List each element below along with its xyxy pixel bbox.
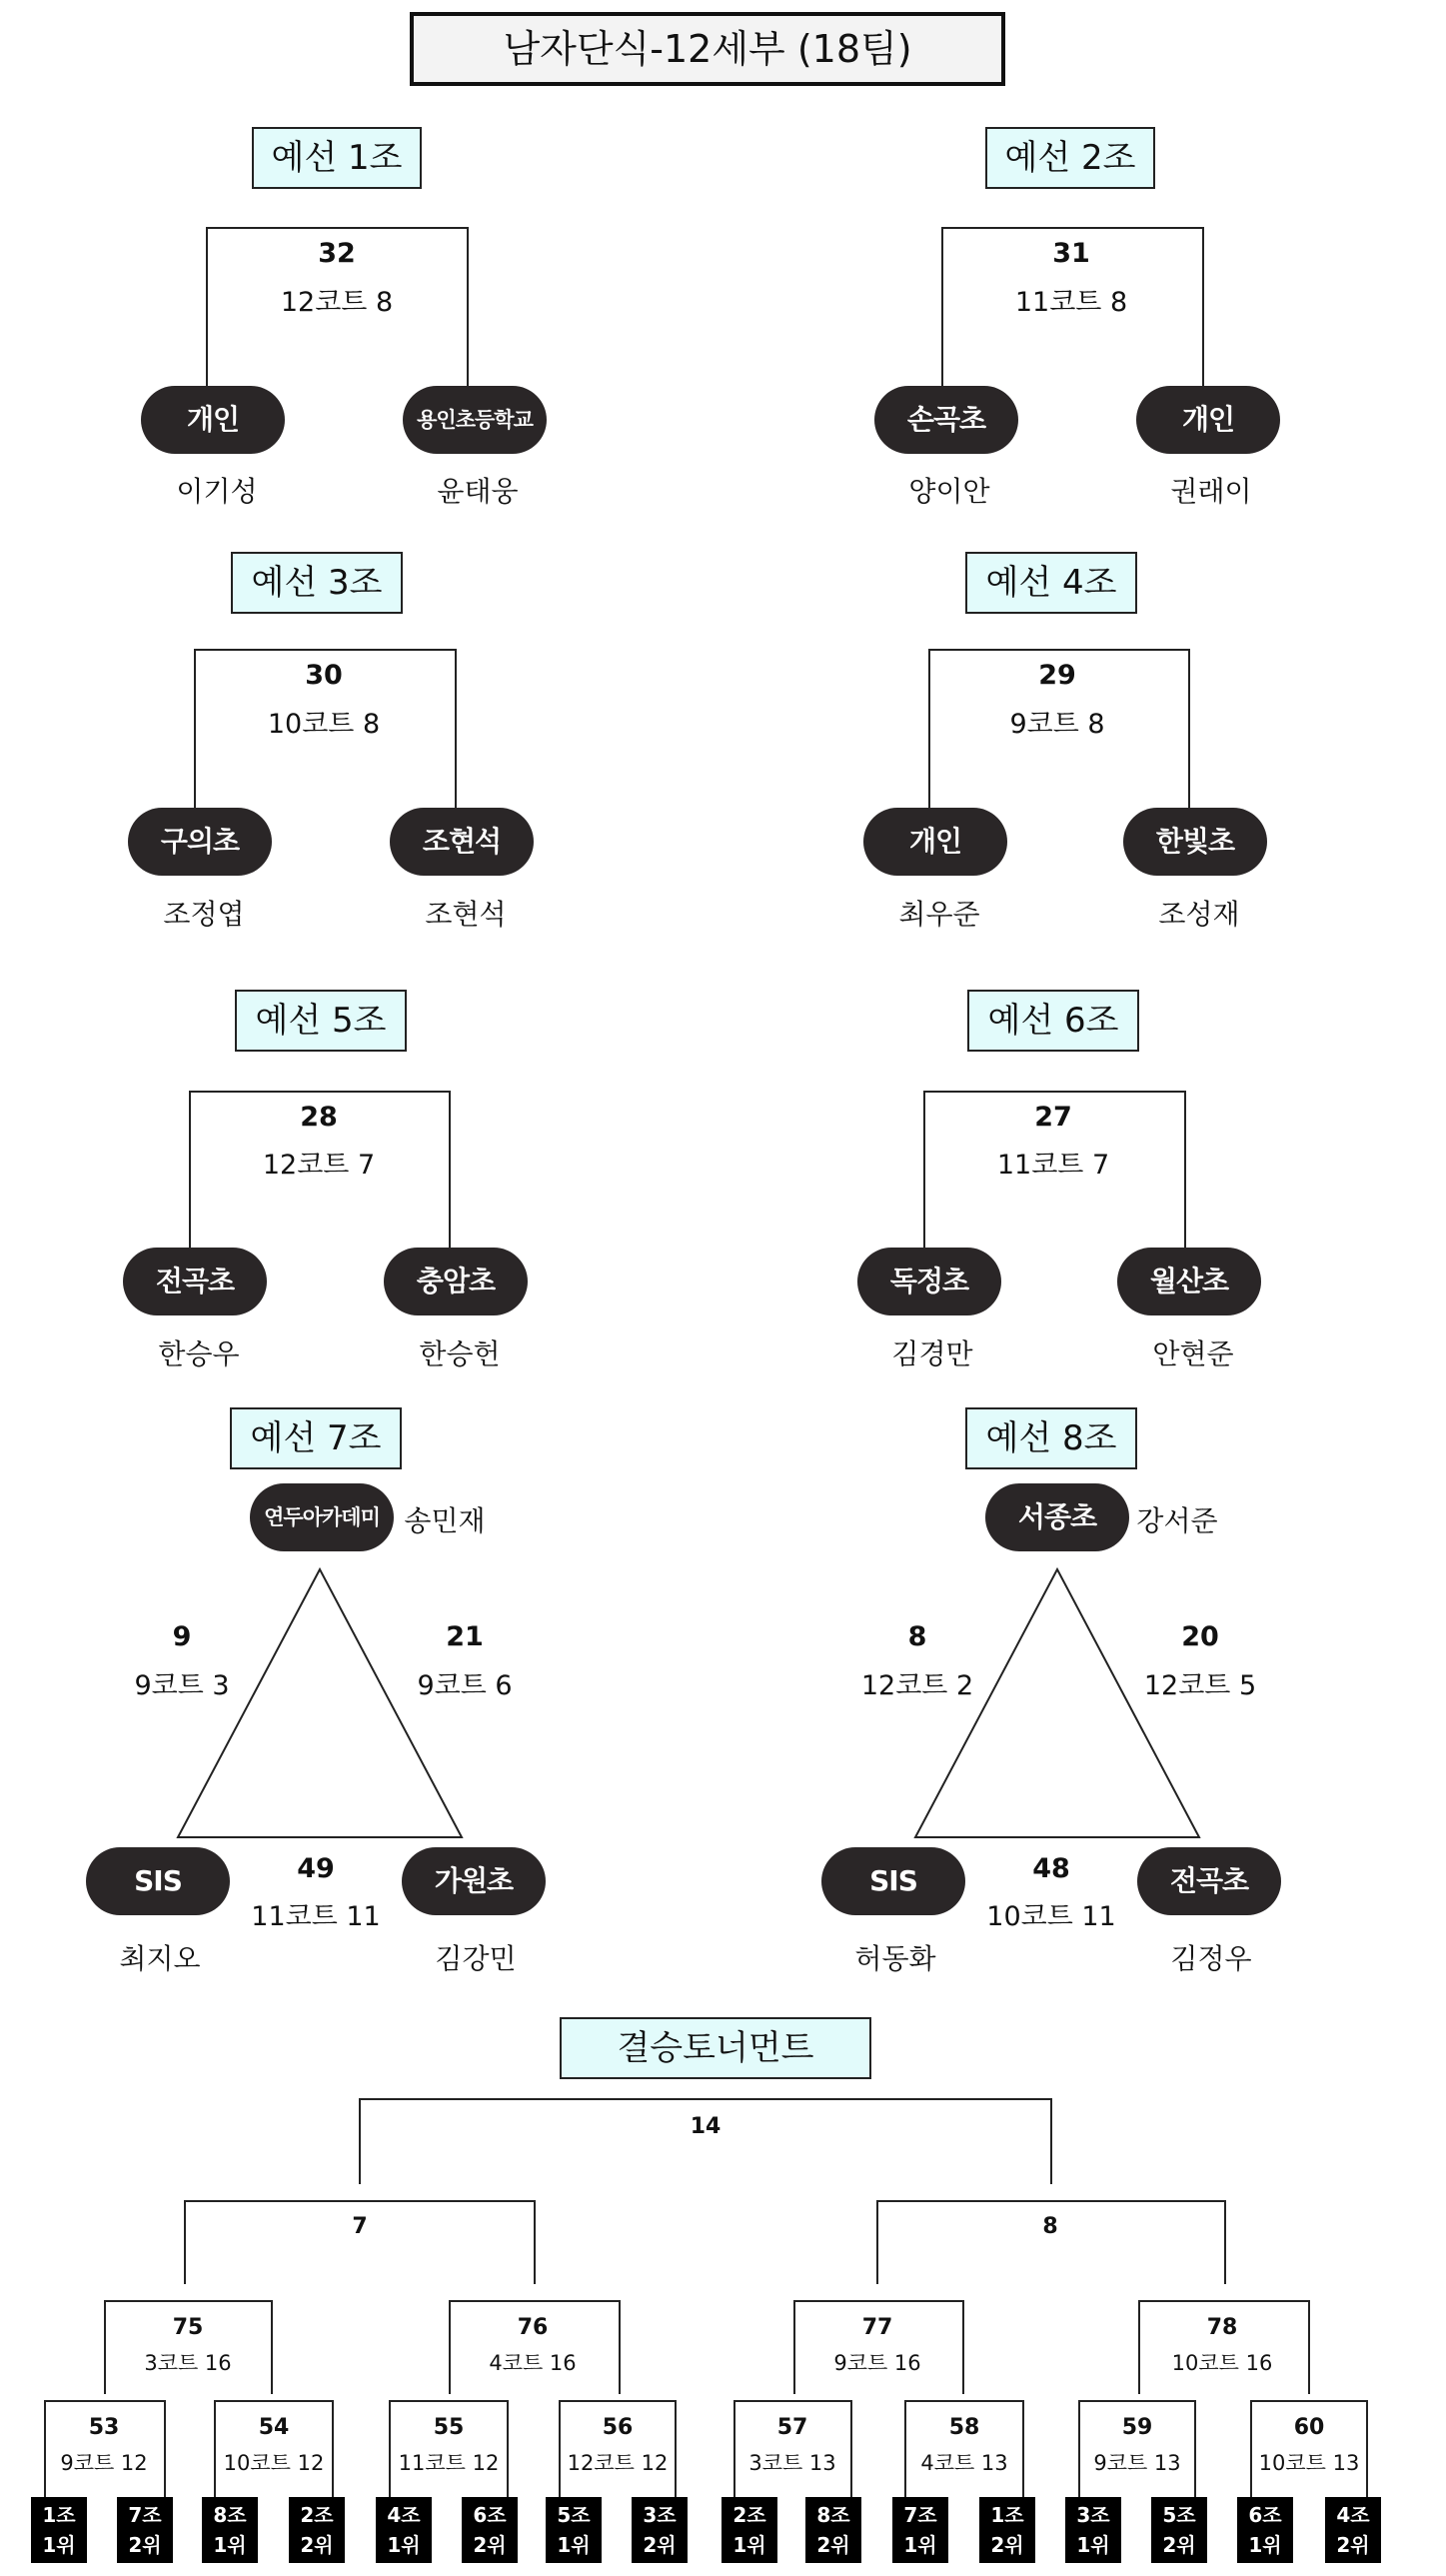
match-info: 4코트 13	[920, 2451, 1008, 2475]
match-info: 10코트 13	[1258, 2451, 1360, 2475]
match-info: 9코트 6	[417, 1670, 513, 1701]
group-label: 예선 6조	[967, 990, 1139, 1052]
match-number: 29	[1038, 660, 1076, 691]
player-name: 강서준	[1136, 1504, 1218, 1537]
match-info: 3코트 16	[144, 2351, 232, 2375]
player-name: 허동화	[854, 1942, 936, 1975]
club-badge: SIS	[821, 1847, 965, 1915]
player-name: 이기성	[176, 475, 258, 508]
triangle-group7	[178, 1569, 462, 1837]
group-label: 예선 2조	[985, 127, 1155, 189]
club-badge: 전곡초	[1137, 1847, 1281, 1915]
club-badge: 충암초	[384, 1248, 528, 1315]
seed-slot: 4조 1위	[376, 2497, 432, 2563]
match-info: 9코트 8	[1009, 709, 1105, 740]
group-label: 예선 8조	[965, 1407, 1137, 1469]
match-number: 21	[446, 1621, 484, 1652]
seed-slot: 3조 2위	[632, 2497, 688, 2563]
match-info: 10코트 8	[267, 709, 381, 740]
seed-slot: 6조 1위	[1237, 2497, 1293, 2563]
match-number: 78	[1206, 2315, 1238, 2340]
match-info: 10코트 16	[1171, 2351, 1273, 2375]
seed-slot: 6조 2위	[462, 2497, 518, 2563]
match-info: 11코트 8	[1014, 287, 1128, 318]
club-badge: 서종초	[985, 1483, 1129, 1551]
match-info: 11코트 12	[398, 2451, 500, 2475]
match-info: 9코트 3	[134, 1670, 230, 1701]
seed-slot: 4조 2위	[1325, 2497, 1381, 2563]
player-name: 김경만	[891, 1337, 973, 1370]
group-label: 예선 4조	[965, 552, 1137, 614]
club-badge: 개인	[141, 386, 285, 454]
match-number: 8	[907, 1621, 927, 1652]
club-badge: 월산초	[1117, 1248, 1261, 1315]
seed-slot: 2조 1위	[722, 2497, 777, 2563]
seed-slot: 7조 1위	[892, 2497, 948, 2563]
match-info: 12코트 2	[860, 1670, 974, 1701]
match-number: 27	[1034, 1102, 1072, 1133]
player-name: 최우준	[898, 898, 980, 931]
match-number: 20	[1181, 1621, 1219, 1652]
match-number: 53	[88, 2415, 120, 2440]
seed-slot: 5조 2위	[1151, 2497, 1207, 2563]
match-number: 77	[861, 2315, 893, 2340]
player-name: 권래이	[1170, 475, 1252, 508]
seed-slot: 8조 1위	[202, 2497, 258, 2563]
match-info: 12코트 12	[567, 2451, 669, 2475]
triangle-group8	[915, 1569, 1199, 1837]
group-label: 예선 3조	[231, 552, 403, 614]
seed-slot: 1조 2위	[979, 2497, 1035, 2563]
player-name: 최지오	[119, 1942, 201, 1975]
match-number: 76	[517, 2315, 549, 2340]
match-number: 49	[297, 1853, 335, 1884]
group-label: 예선 7조	[230, 1407, 402, 1469]
seed-slot: 8조 2위	[805, 2497, 861, 2563]
club-badge: 개인	[863, 808, 1007, 876]
club-badge: 독정초	[857, 1248, 1001, 1315]
player-name: 조성재	[1158, 898, 1240, 931]
player-name: 조현석	[425, 898, 507, 931]
match-number: 32	[318, 238, 356, 269]
match-number: 57	[776, 2415, 808, 2440]
club-badge: 조현석	[390, 808, 534, 876]
seed-slot: 7조 2위	[117, 2497, 173, 2563]
match-number: 7	[352, 2214, 368, 2239]
seed-slot: 1조 1위	[31, 2497, 87, 2563]
seed-slot: 5조 1위	[546, 2497, 602, 2563]
player-name: 김정우	[1170, 1942, 1252, 1975]
match-number: 55	[433, 2415, 465, 2440]
player-name: 양이안	[908, 475, 990, 508]
player-name: 윤태웅	[437, 475, 519, 508]
club-badge: 구의초	[128, 808, 272, 876]
match-number: 31	[1052, 238, 1090, 269]
match-number: 58	[948, 2415, 980, 2440]
club-badge: SIS	[86, 1847, 230, 1915]
match-number: 9	[172, 1621, 192, 1652]
page-title: 남자단식-12세부 (18팀)	[410, 12, 1005, 86]
group-label: 예선 1조	[252, 127, 422, 189]
match-number: 48	[1032, 1853, 1070, 1884]
match-number: 30	[305, 660, 343, 691]
club-badge: 한빛초	[1123, 808, 1267, 876]
match-info: 4코트 16	[489, 2351, 577, 2375]
club-badge: 용인초등학교	[403, 386, 547, 454]
match-info: 9코트 12	[60, 2451, 148, 2475]
match-info: 12코트 5	[1143, 1670, 1257, 1701]
seed-slot: 3조 1위	[1065, 2497, 1121, 2563]
match-info: 10코트 12	[223, 2451, 325, 2475]
player-name: 조정엽	[163, 898, 245, 931]
match-info: 11코트 7	[996, 1150, 1110, 1181]
match-number: 54	[258, 2415, 290, 2440]
player-name: 송민재	[404, 1504, 486, 1537]
player-name: 한승우	[158, 1337, 240, 1370]
match-number: 8	[1042, 2214, 1058, 2239]
club-badge: 연두아카데미	[250, 1483, 394, 1551]
player-name: 한승헌	[419, 1337, 501, 1370]
match-number: 14	[690, 2114, 722, 2139]
seed-slot: 2조 2위	[289, 2497, 345, 2563]
match-number: 60	[1293, 2415, 1325, 2440]
match-info: 12코트 7	[262, 1150, 376, 1181]
group-label: 예선 5조	[235, 990, 407, 1052]
player-name: 안현준	[1152, 1337, 1234, 1370]
match-info: 11코트 11	[251, 1901, 381, 1932]
match-info: 9코트 16	[833, 2351, 921, 2375]
match-number: 59	[1121, 2415, 1153, 2440]
match-info: 3코트 13	[748, 2451, 836, 2475]
club-badge: 개인	[1136, 386, 1280, 454]
player-name: 김강민	[435, 1942, 517, 1975]
match-info: 10코트 11	[986, 1901, 1116, 1932]
match-number: 28	[300, 1102, 338, 1133]
finals-label: 결승토너먼트	[560, 2017, 871, 2079]
club-badge: 가원초	[402, 1847, 546, 1915]
club-badge: 손곡초	[874, 386, 1018, 454]
club-badge: 전곡초	[123, 1248, 267, 1315]
match-number: 56	[602, 2415, 634, 2440]
match-info: 12코트 8	[280, 287, 394, 318]
match-info: 9코트 13	[1093, 2451, 1181, 2475]
match-number: 75	[172, 2315, 204, 2340]
